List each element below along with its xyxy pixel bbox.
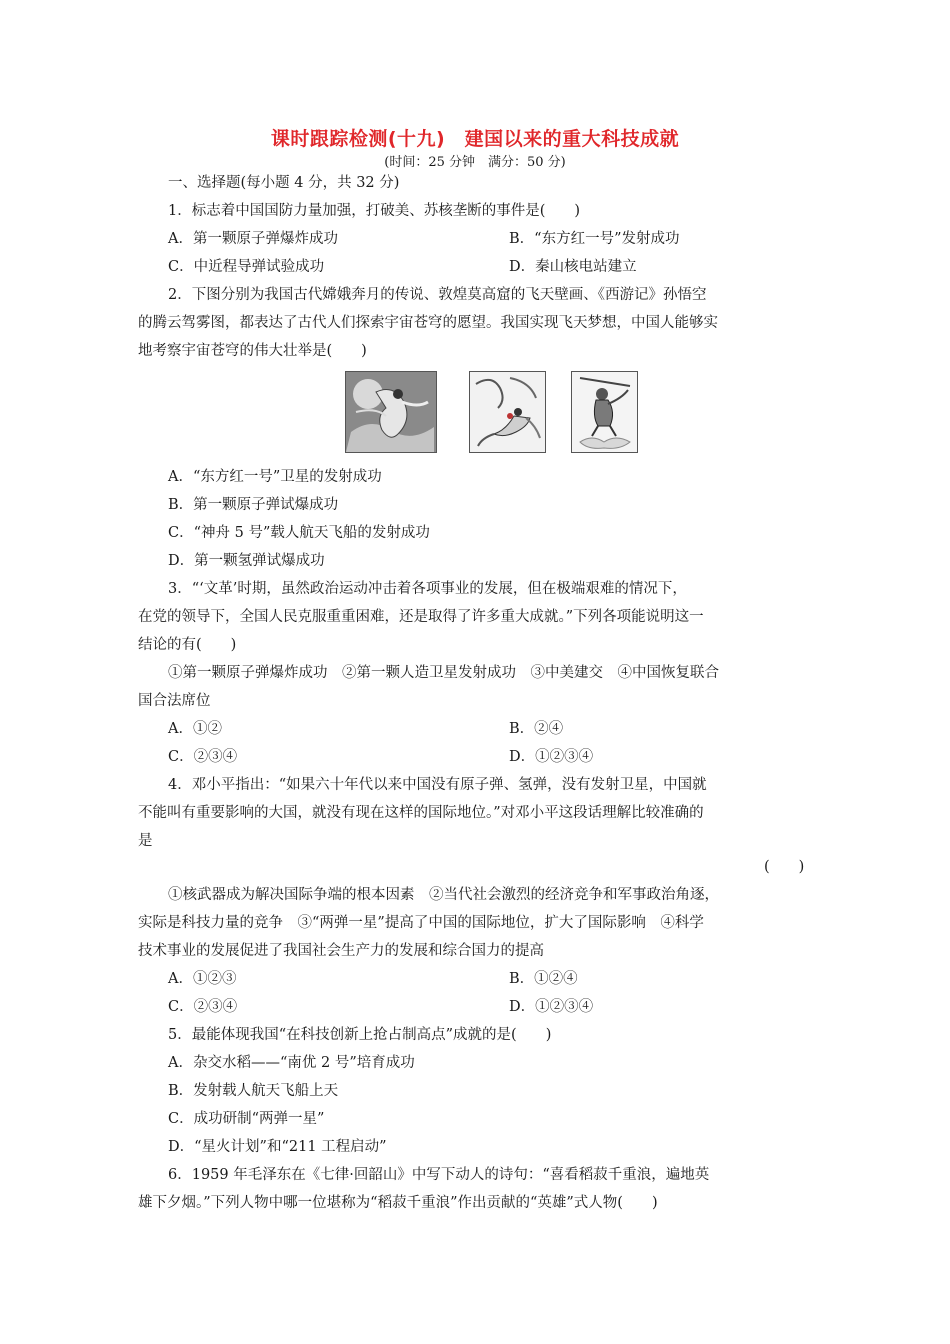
question-4-option-b: B．①②④ bbox=[509, 971, 578, 987]
question-1-option-d: D．秦山核电站建立 bbox=[509, 259, 637, 275]
question-2-stem-line1: 2．下图分别为我国古代嫦娥奔月的传说、敦煌莫高窟的飞天壁画、《西游记》孙悟空 bbox=[168, 287, 707, 303]
question-3-option-b: B．②④ bbox=[509, 721, 564, 737]
question-4-option-c: C．②③④ bbox=[168, 999, 238, 1015]
question-4-option-a: A．①②③ bbox=[168, 971, 237, 987]
question-4-items-line3: 技术事业的发展促进了我国社会生产力的发展和综合国力的提高 bbox=[138, 943, 544, 959]
question-6-stem-line2: 雄下夕烟。”下列人物中哪一位堪称为“稻菽千重浪”作出贡献的“英雄”式人物( ) bbox=[138, 1195, 658, 1211]
change-e-moon-image bbox=[345, 371, 437, 453]
page-subtitle: (时间：25 分钟 满分：50 分) bbox=[384, 155, 566, 170]
question-1-option-c: C．中近程导弹试验成功 bbox=[168, 259, 325, 275]
question-2-option-c: C．“神舟 5 号”载人航天飞船的发射成功 bbox=[168, 525, 430, 541]
question-4-stem-line1: 4．邓小平指出：“如果六十年代以来中国没有原子弹、氢弹，没有发射卫星，中国就 bbox=[168, 777, 707, 793]
question-2-stem-line2: 的腾云驾雾图，都表达了古代人们探索宇宙苍穹的愿望。我国实现飞天梦想，中国人能够实 bbox=[138, 315, 718, 331]
question-3-items-line1: ①第一颗原子弹爆炸成功 ②第一颗人造卫星发射成功 ③中美建交 ④中国恢复联合 bbox=[168, 665, 719, 681]
question-6-stem-line1: 6．1959 年毛泽东在《七律·回韶山》中写下动人的诗句：“喜看稻菽千重浪，遍地英 bbox=[168, 1167, 710, 1183]
question-4-stem-line3: 是 bbox=[138, 833, 153, 849]
question-5-option-d: D．“星火计划”和“211 工程启动” bbox=[168, 1139, 387, 1155]
question-3-option-a: A．①② bbox=[168, 721, 222, 737]
feitian-mural-image bbox=[469, 371, 546, 453]
question-2-stem-line3: 地考察宇宙苍穹的伟大壮举是( ) bbox=[138, 343, 367, 359]
question-1-option-b: B．“东方红一号”发射成功 bbox=[509, 231, 680, 247]
question-5-option-b: B．发射载人航天飞船上天 bbox=[168, 1083, 339, 1099]
question-4-answer-paren: ( ) bbox=[764, 859, 805, 875]
question-4-option-d: D．①②③④ bbox=[509, 999, 594, 1015]
question-5-stem: 5．最能体现我国“在科技创新上抢占制高点”成就的是( ) bbox=[168, 1027, 552, 1043]
question-1-stem: 1．标志着中国国防力量加强，打破美、苏核垄断的事件是( ) bbox=[168, 203, 581, 219]
question-4-items-line1: ①核武器成为解决国际争端的根本因素 ②当代社会激烈的经济竞争和军事政治角逐， bbox=[168, 887, 719, 903]
question-4-items-line2: 实际是科技力量的竞争 ③“两弹一星”提高了中国的国际地位，扩大了国际影响 ④科学 bbox=[138, 915, 704, 931]
question-3-stem-line1: 3．“‘文革’时期，虽然政治运动冲击着各项事业的发展，但在极端艰难的情况下， bbox=[168, 581, 687, 597]
question-3-items-line2: 国合法席位 bbox=[138, 693, 211, 709]
question-2-option-a: A．“东方红一号”卫星的发射成功 bbox=[168, 469, 382, 485]
question-2-option-b: B．第一颗原子弹试爆成功 bbox=[168, 497, 339, 513]
question-2-option-d: D．第一颗氢弹试爆成功 bbox=[168, 553, 325, 569]
section-heading: 一、选择题(每小题 4 分，共 32 分) bbox=[168, 175, 400, 191]
question-3-stem-line3: 结论的有( ) bbox=[138, 637, 237, 653]
question-5-option-c: C．成功研制“两弹一星” bbox=[168, 1111, 325, 1127]
question-1-option-a: A．第一颗原子弹爆炸成功 bbox=[168, 231, 338, 247]
question-5-option-a: A．杂交水稻——“南优 2 号”培育成功 bbox=[168, 1055, 415, 1071]
question-4-stem-line2: 不能叫有重要影响的大国，就没有现在这样的国际地位。”对邓小平这段话理解比较准确的 bbox=[138, 805, 704, 821]
page-title: 课时跟踪检测(十九) 建国以来的重大科技成就 bbox=[270, 128, 680, 150]
question-3-stem-line2: 在党的领导下，全国人民克服重重困难，还是取得了许多重大成就。”下列各项能说明这一 bbox=[138, 609, 704, 625]
question-3-option-d: D．①②③④ bbox=[509, 749, 594, 765]
question-3-option-c: C．②③④ bbox=[168, 749, 238, 765]
sun-wukong-image bbox=[571, 371, 638, 453]
